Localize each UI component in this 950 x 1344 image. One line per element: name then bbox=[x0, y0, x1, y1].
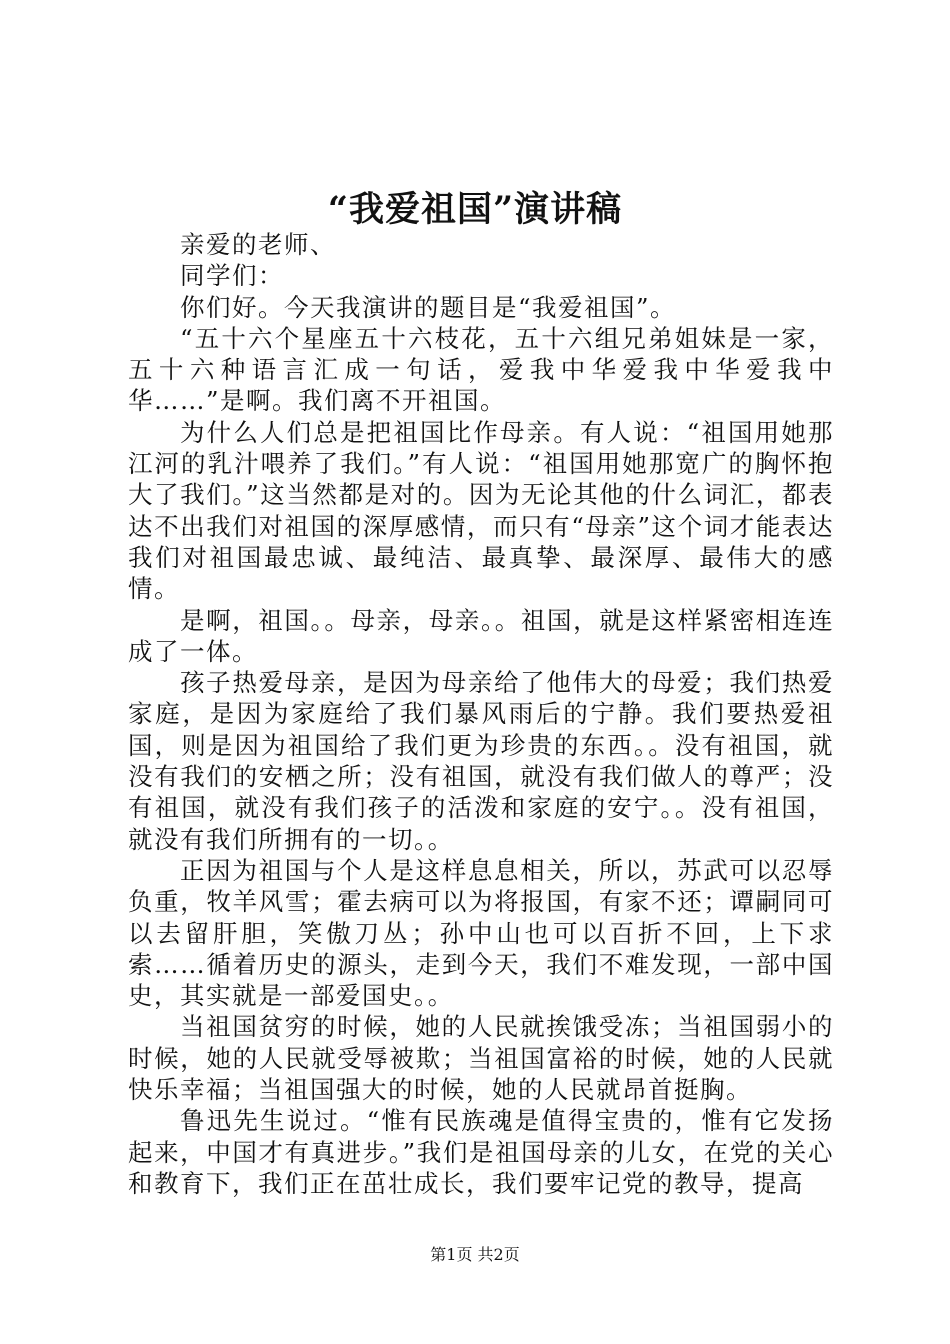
paragraph-lu-xun: 鲁迅先生说过。“惟有民族魂是值得宝贵的，惟有它发扬起来，中国才有真进步。”我们是祖国母亲的儿女，在党的关心和教育下，我们正在茁壮成长，我们要牢记党的教导，提高 bbox=[128, 1106, 834, 1198]
paragraph-connected: 是啊，祖国。。母亲，母亲。。祖国，就是这样紧密相连连成了一体。 bbox=[128, 605, 834, 666]
paragraph-greeting: 你们好。今天我演讲的题目是“我爱祖国”。 bbox=[180, 292, 677, 322]
paragraph-people: 当祖国贫穷的时候，她的人民就挨饿受冻；当祖国弱小的时候，她的人民就受辱被欺；当祖国富裕的时候，她的人民就快乐幸福；当祖国强大的时候，她的人民就昂首挺胸。 bbox=[128, 1012, 834, 1105]
document-body bbox=[128, 229, 834, 1199]
paragraph-salutation-1: 亲爱的老师、 bbox=[180, 230, 336, 259]
document-title: “我爱祖国”演讲稿 bbox=[327, 189, 623, 230]
page-footer: 第1页 共2页 bbox=[430, 1245, 520, 1264]
paragraph-salutation-2: 同学们： bbox=[180, 261, 284, 291]
paragraph-motherland-mother: 为什么人们总是把祖国比作母亲。有人说：“祖国用她那江河的乳汁喂养了我们。”有人说：“祖国用她那宽广的胸怀抱大了我们。”这当然都是对的。因为无论其他的什么词汇，都表达不出我们对祖国的深厚感情，而只有“母亲”这个词才能表达我们对祖国最忠诚、最纯洁、最真挚、最深厚、最伟大的感情。 bbox=[128, 417, 834, 604]
paragraph-song-quote: “五十六个星座五十六枝花，五十六组兄弟姐妹是一家，五十六种语言汇成一句话，爱我中华爱我中华爱我中华……”是啊。我们离不开祖国。 bbox=[128, 323, 834, 416]
paragraph-why-love: 孩子热爱母亲，是因为母亲给了他伟大的母爱；我们热爱家庭，是因为家庭给了我们暴风雨后的宁静。我们要热爱祖国，则是因为祖国给了我们更为珍贵的东西。。没有祖国，就没有我们的安栖之所；没有祖国，就没有我们做人的尊严；没有祖国，就没有我们孩子的活泼和家庭的安宁。。没有祖国，就没有我们所拥有的一切。。 bbox=[128, 668, 834, 854]
paragraph-history: 正因为祖国与个人是这样息息相关，所以，苏武可以忍辱负重，牧羊风雪；霍去病可以为将报国，有家不还；谭嗣同可以去留肝胆，笑傲刀丛；孙中山也可以百折不回，上下求索……循着历史的源头，走到今天，我们不难发现，一部中国史，其实就是一部爱国史。。 bbox=[128, 855, 834, 1011]
